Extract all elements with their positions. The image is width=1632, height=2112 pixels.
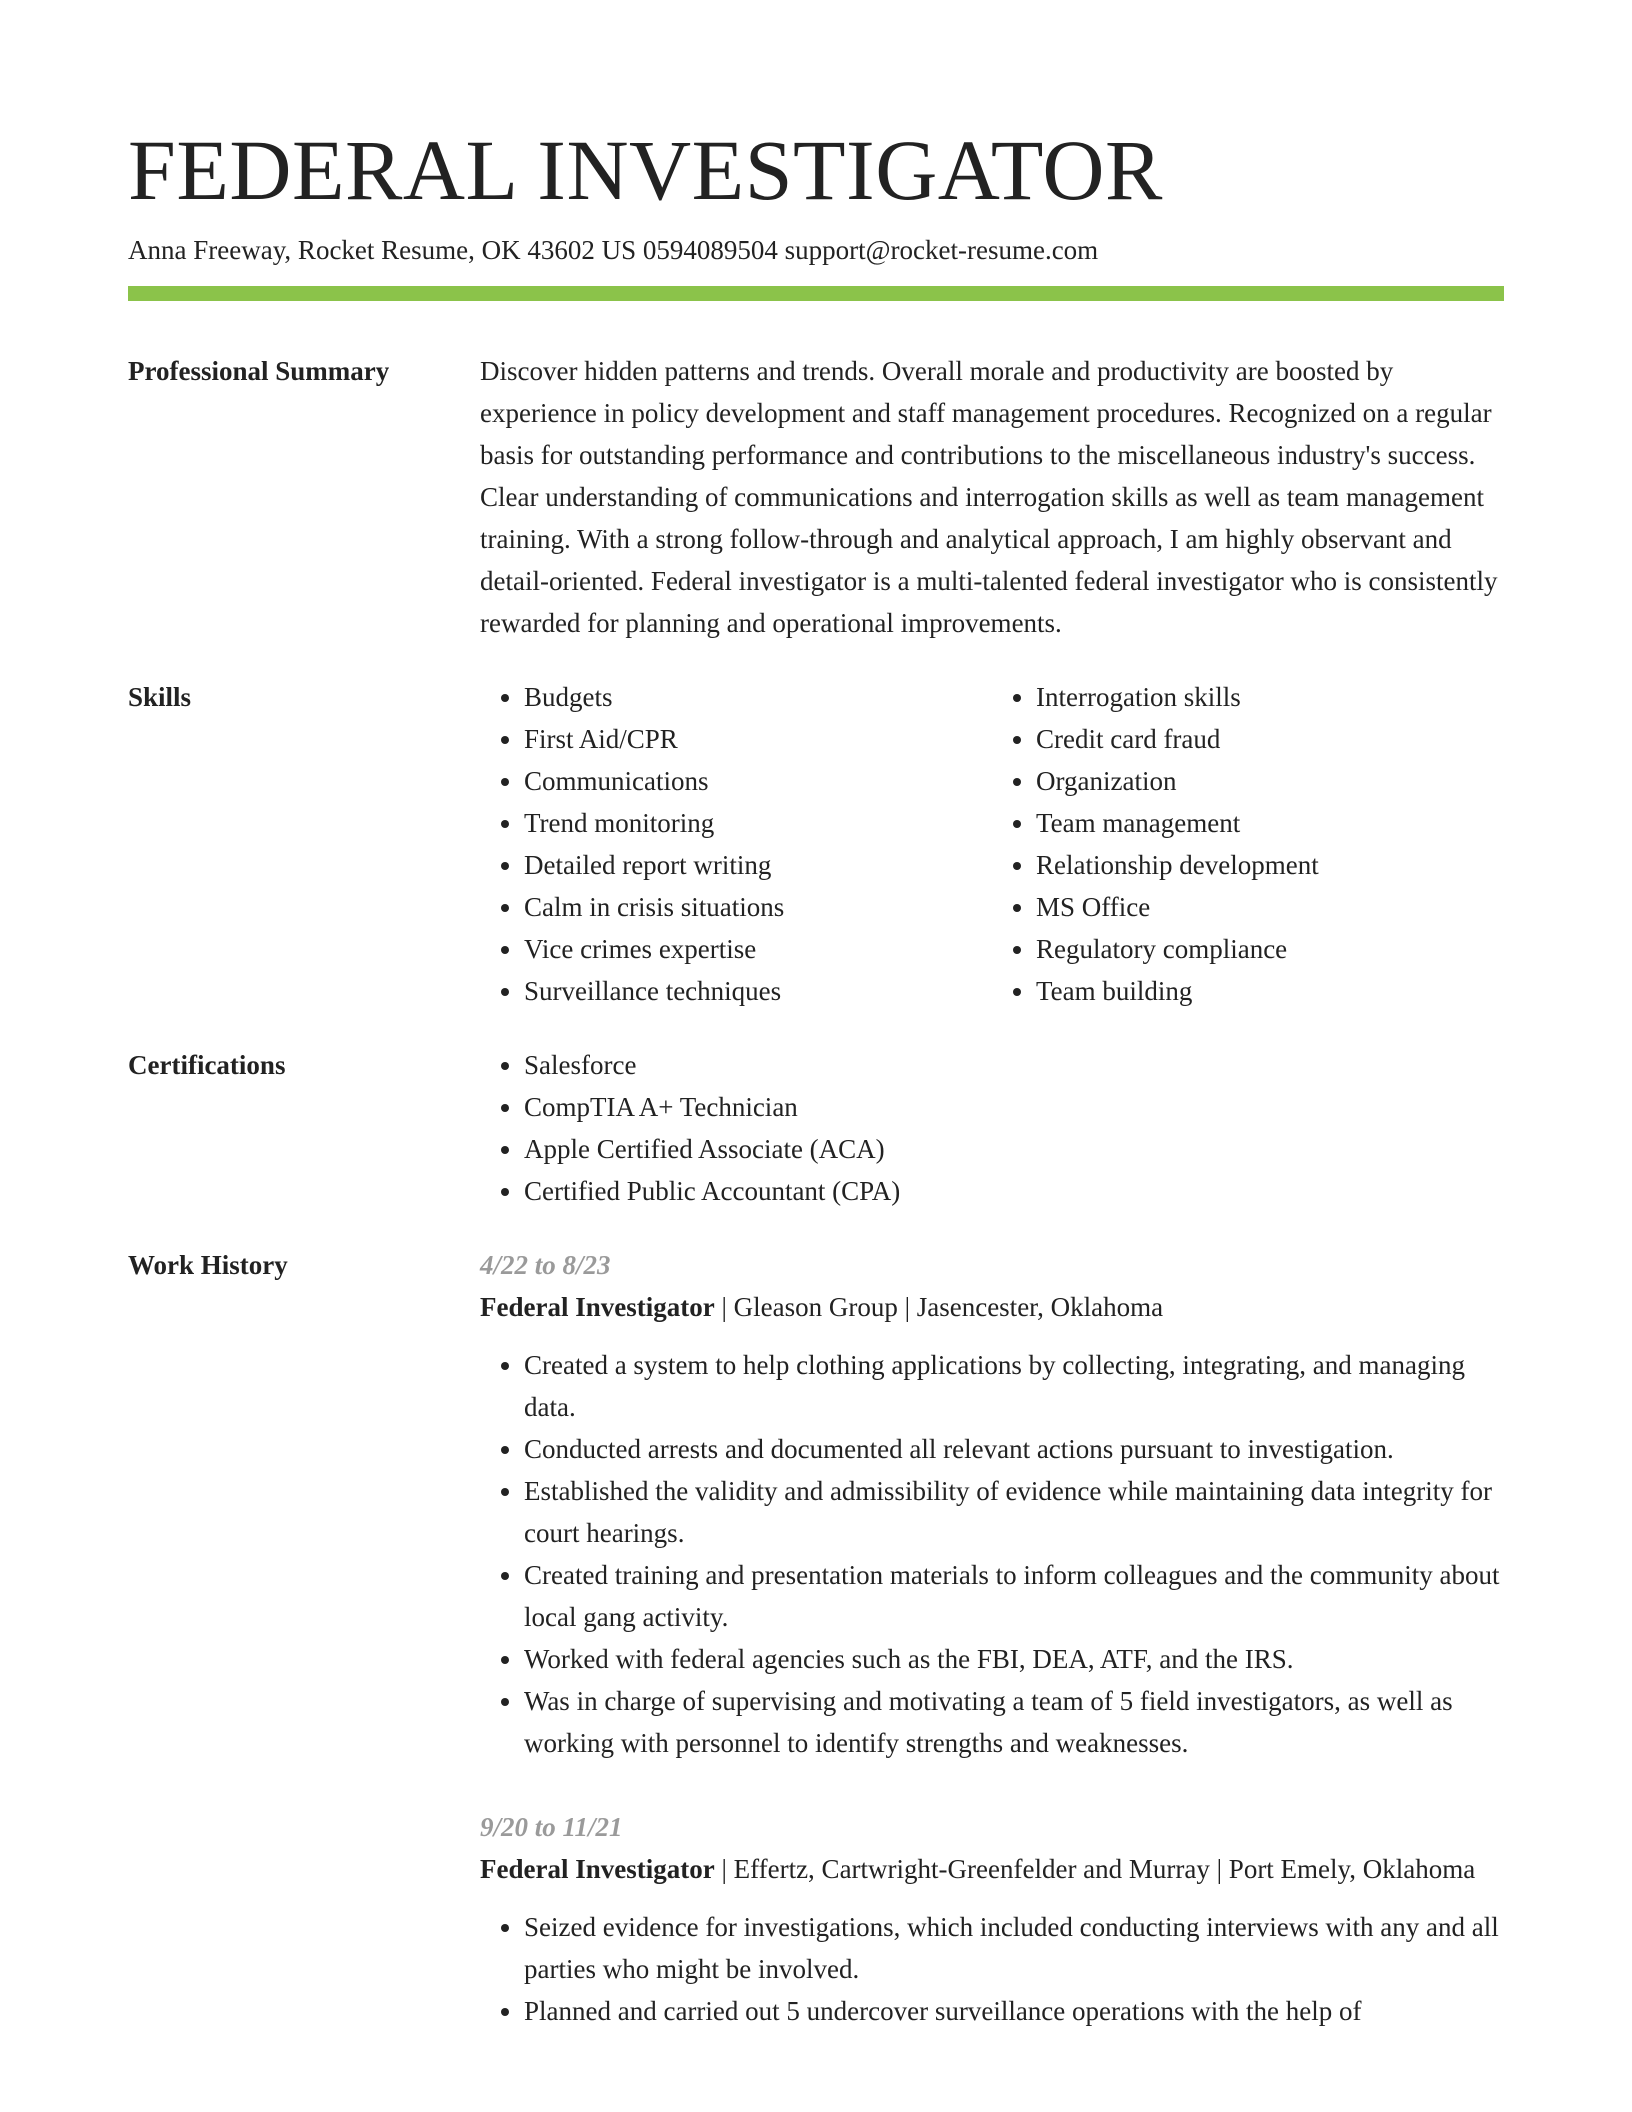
job-heading [480, 1848, 1504, 1890]
skill-item: • Budgets [524, 676, 992, 718]
skill-item: • Relationship development [1036, 844, 1504, 886]
job-heading [480, 1286, 1504, 1328]
section-label: Skills [128, 682, 192, 712]
section-label: Work History [128, 1250, 288, 1280]
job-bullet: • Created a system to help clothing applications by collecting, integrating, and managing data. [524, 1344, 1504, 1428]
certification-item: • Certified Public Accountant (CPA) [524, 1170, 1504, 1212]
skill-item: • First Aid/CPR [524, 718, 992, 760]
skill-item: • Trend monitoring [524, 802, 992, 844]
job-bullet: • Created training and presentation materials to inform colleagues and the community about local gang activity. [524, 1554, 1504, 1638]
job-entry [480, 1244, 1504, 1764]
job-details: | Gleason Group | Jasencester, Oklahoma [714, 1292, 1164, 1322]
skill-item: • MS Office [1036, 886, 1504, 928]
job-dates: 9/20 to 11/21 [480, 1812, 623, 1842]
job-bullets [480, 1906, 1504, 2032]
skills-list-left [480, 676, 992, 1012]
job-bullet: • Seized evidence for investigations, which included conducting interviews with any and all parties who might be involved. [524, 1906, 1504, 1990]
certification-item: • Salesforce [524, 1044, 1504, 1086]
certification-item: • CompTIA A+ Technician [524, 1086, 1504, 1128]
job-bullet: • Was in charge of supervising and motivating a team of 5 field investigators, as well as working with personnel to identify strengths and weaknesses. [524, 1680, 1504, 1764]
accent-divider [128, 286, 1504, 301]
skill-item: • Interrogation skills [1036, 676, 1504, 718]
summary-text: Discover hidden patterns and trends. Overall morale and productivity are boosted by experience in policy development and staff management procedures. Recognized on a regular basis for outstanding performance and contributions to the miscellaneous industry's success. Clear understanding of communications and interrogation skills as well as team management training. With a strong follow-through and analytical approach, I am highly observant and detail-oriented. Federal investigator is a multi-talented federal investigator who is consistently rewarded for planning and operational improvements. [480, 356, 1498, 638]
section-work-history [128, 1244, 1504, 2032]
skills-columns [480, 676, 1504, 1012]
section-professional-summary [128, 350, 1504, 644]
skills-list-right [992, 676, 1504, 1012]
job-bullet: • Worked with federal agencies such as the FBI, DEA, ATF, and the IRS. [524, 1638, 1504, 1680]
job-bullet: • Established the validity and admissibility of evidence while maintaining data integrity for court hearings. [524, 1470, 1504, 1554]
job-bullet: • Conducted arrests and documented all relevant actions pursuant to investigation. [524, 1428, 1504, 1470]
section-body [480, 350, 1504, 644]
job-bullets [480, 1344, 1504, 1764]
job-title: Federal Investigator [480, 1292, 715, 1322]
skill-item: • Vice crimes expertise [524, 928, 992, 970]
job-title: Federal Investigator [480, 1854, 715, 1884]
section-label: Certifications [128, 1050, 286, 1080]
skill-item: • Credit card fraud [1036, 718, 1504, 760]
section-certifications [128, 1044, 1504, 1212]
section-body [480, 1244, 1504, 2032]
resume-sections [128, 350, 1504, 2064]
certification-item: • Apple Certified Associate (ACA) [524, 1128, 1504, 1170]
skill-item: • Regulatory compliance [1036, 928, 1504, 970]
contact-line: Anna Freeway, Rocket Resume, OK 43602 US 0594089504 support@rocket-resume.com [128, 235, 1099, 265]
job-entry [480, 1806, 1504, 2032]
job-dates: 4/22 to 8/23 [480, 1250, 611, 1280]
job-bullet: • Planned and carried out 5 undercover surveillance operations with the help of [524, 1990, 1504, 2032]
skill-item: • Organization [1036, 760, 1504, 802]
certifications-list [480, 1044, 1504, 1212]
job-details: | Effertz, Cartwright-Greenfelder and Murray | Port Emely, Oklahoma [714, 1854, 1476, 1884]
section-skills [128, 676, 1504, 1012]
skill-item: • Communications [524, 760, 992, 802]
skill-item: • Surveillance techniques [524, 970, 992, 1012]
skill-item: • Calm in crisis situations [524, 886, 992, 928]
resume-title: FEDERAL INVESTIGATOR [128, 122, 1163, 218]
skill-item: • Team management [1036, 802, 1504, 844]
skill-item: • Team building [1036, 970, 1504, 1012]
section-label: Professional Summary [128, 356, 390, 386]
skill-item: • Detailed report writing [524, 844, 992, 886]
section-body [480, 1044, 1504, 1212]
